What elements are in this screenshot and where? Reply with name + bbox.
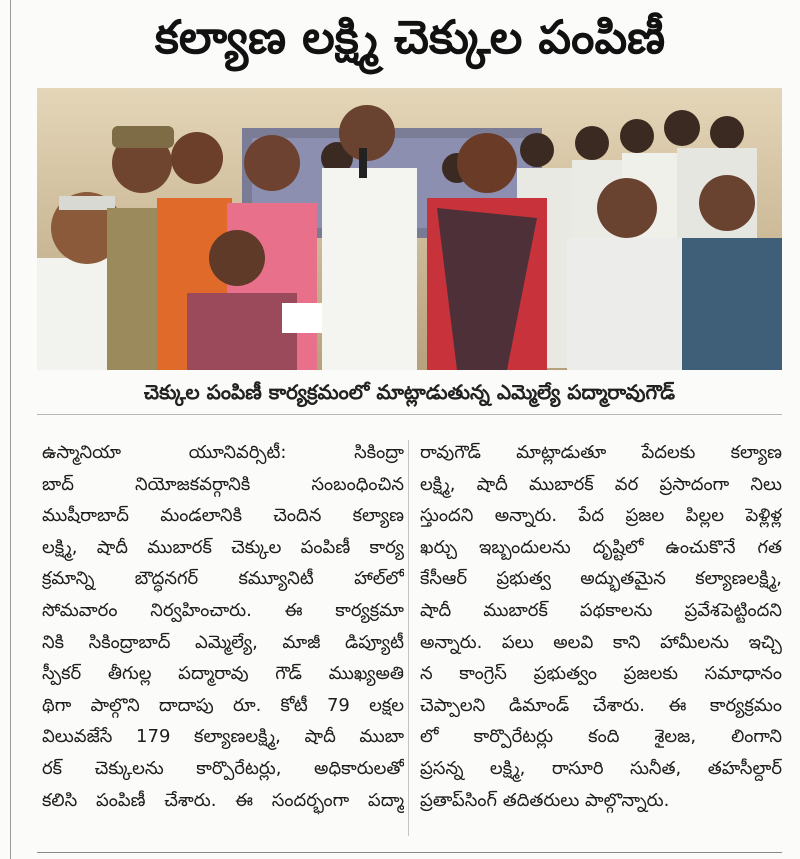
article-headline: కల్యాణ లక్ష్మి చెక్కుల పంపిణీ <box>154 10 666 64</box>
article-line: రావుగౌడ్ మాట్లాడుతూ పేదలకు కల్యాణ <box>420 442 782 463</box>
article-line: ఉస్మానియా యూనివర్సిటీ: సికింద్రా <box>42 442 404 463</box>
photo-illustration <box>37 88 782 370</box>
article-line: క్రమాన్ని బౌద్ధనగర్ కమ్యూనిటీ హాల్‌లో <box>42 568 404 590</box>
article-line: ముషీరాబాద్ మండలానికి చెందిన కల్యాణ <box>42 505 404 527</box>
article-line: ప్రతాప్‌సింగ్ తదితరులు పాల్గొన్నారు. <box>420 789 670 811</box>
article-line: కేసీఆర్ ప్రభుత్వ అద్భుతమైన కల్యాణలక్ష్మి, <box>420 568 782 590</box>
article-line: ఖర్చు ఇబ్బందులను దృష్టిలో ఉంచుకొనే గత <box>420 536 782 558</box>
caption-divider <box>37 414 782 415</box>
article-line: చెప్పాలని డిమాండ్ చేశారు. ఈ కార్యక్రమం <box>420 694 782 716</box>
article-line: స్తుందని అన్నారు. పేద ప్రజల పిల్లల పెళ్లిళ్ల <box>420 505 782 527</box>
article-line: లక్ష్మి, షాదీ ముబారక్ చెక్కుల పంపిణీ కార్య <box>42 536 404 558</box>
article-line: బాద్ నియోజకవర్గానికి సంబంధించిన <box>42 473 404 495</box>
page-left-rule <box>10 0 11 859</box>
article-line: రక్ చెక్కులను కార్పొరేటర్లు, అధికారులతో <box>42 757 404 779</box>
article-line: న కాంగ్రెస్ ప్రభుత్వం ప్రజలకు సమాధానం <box>420 663 782 685</box>
article-column-right <box>420 437 782 842</box>
article-line: ప్రసన్న లక్ష్మి, రాసూరి సునీత, తహసీల్దార్ <box>420 757 782 779</box>
article-column-left <box>42 437 404 842</box>
photo-caption: చెక్కుల పంపిణీ కార్యక్రమంలో మాట్లాడుతున్న ఎమ్మెల్యే పద్మారావుగౌడ్ <box>143 379 676 404</box>
article-line: అన్నారు. పలు అలవి కాని హామీలను ఇచ్చి <box>420 631 782 653</box>
article-line: థిగా పాల్గొని దాదాపు రూ. కోటీ 79 లక్షల <box>42 694 404 716</box>
article-line: సోమవారం నిర్వహించారు. ఈ కార్యక్రమా <box>42 599 404 621</box>
column-divider <box>408 440 409 836</box>
article-line: విలువజేసే 179 కల్యాణలక్ష్మి, షాదీ ముబా <box>42 726 404 748</box>
bottom-rule <box>37 852 782 853</box>
article-line: కలిసి పంపిణీ చేశారు. ఈ సందర్భంగా పద్మా <box>42 789 404 811</box>
article-line: లక్ష్మి, షాదీ ముబారక్ వర ప్రసాదంగా నిలు <box>420 473 782 495</box>
article-line: లో కార్పొరేటర్లు కంది శైలజ, లింగాని <box>420 726 782 748</box>
article-line: స్పీకర్ తీగుల్ల పద్మారావు గౌడ్ ముఖ్యఅతి <box>42 663 404 685</box>
news-photo <box>37 88 782 370</box>
article-line: షాదీ ముబారక్ పథకాలను ప్రవేశపెట్టిందని <box>420 599 782 621</box>
article-line: నికి సికింద్రాబాద్ ఎమ్మెల్యే, మాజీ డిప్యూటీ <box>42 631 404 653</box>
